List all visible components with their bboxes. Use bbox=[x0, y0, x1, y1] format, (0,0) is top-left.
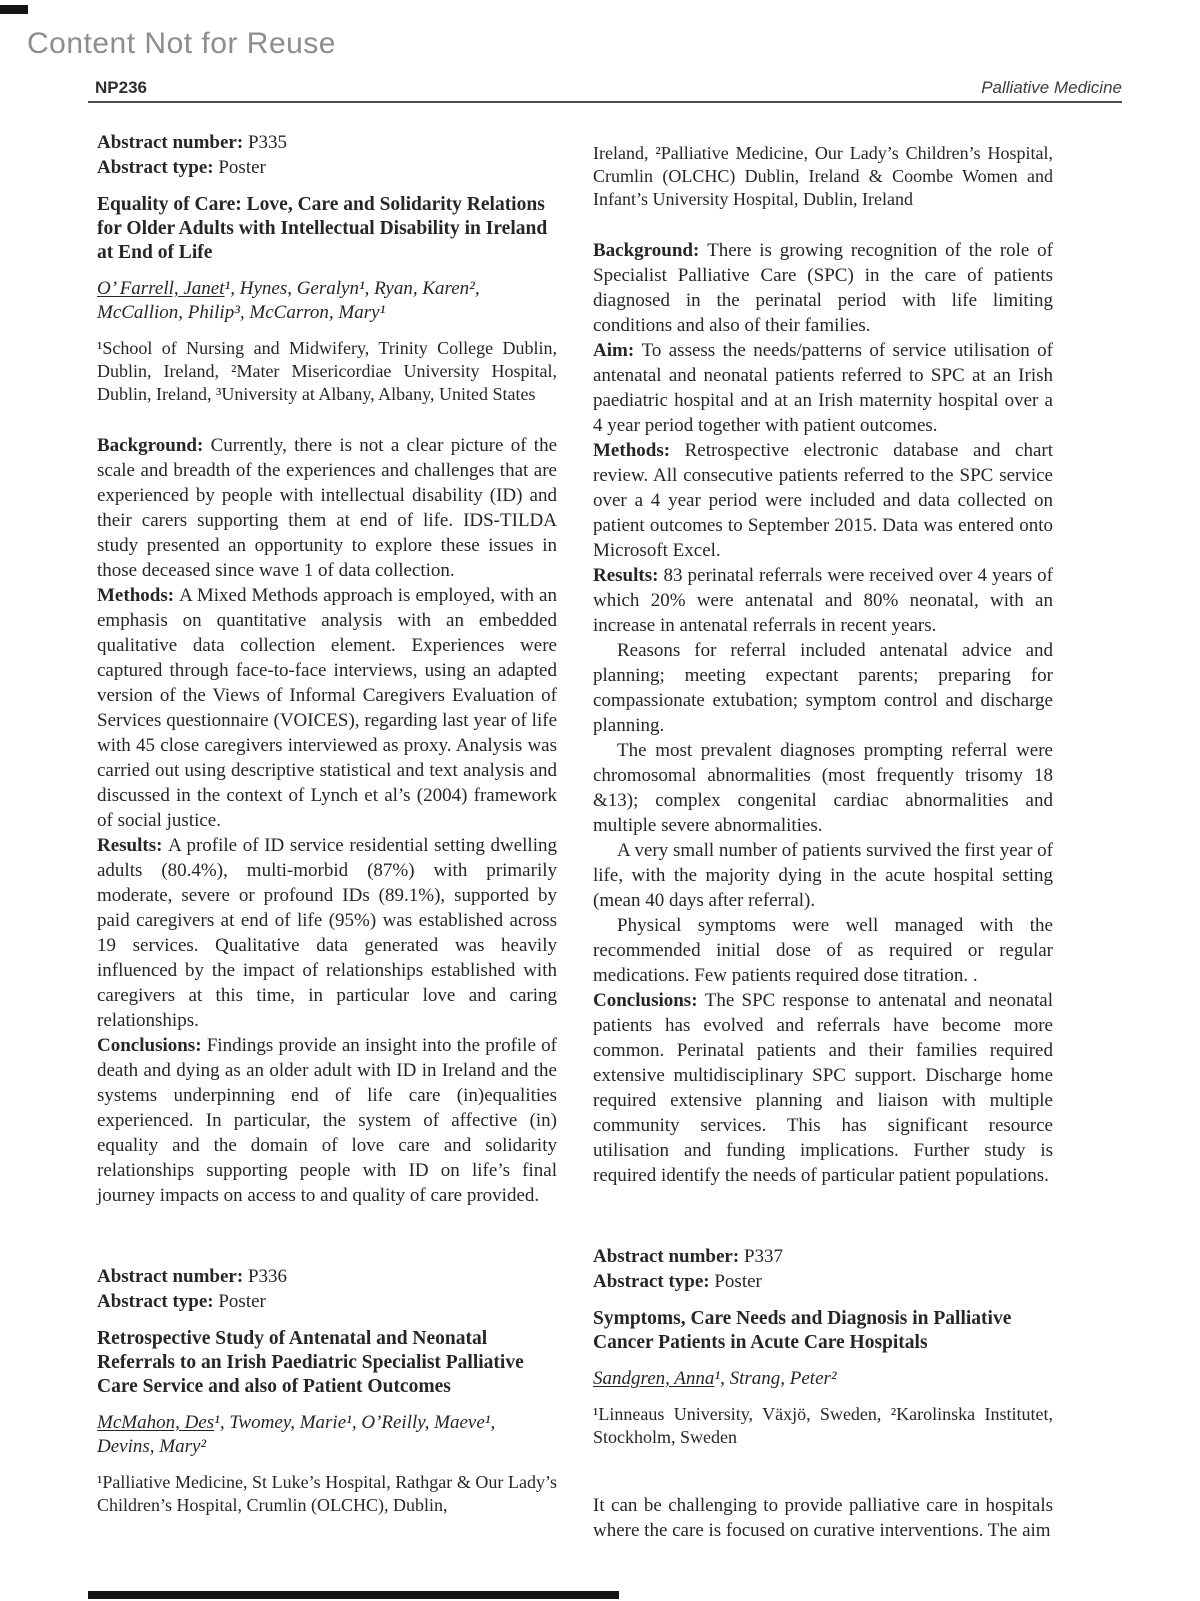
paragraph-label: Background: bbox=[593, 240, 708, 261]
meta-label: Abstract type: bbox=[97, 1291, 219, 1312]
paragraph-label: Results: bbox=[97, 835, 169, 856]
abstract-number: Abstract number: P337 bbox=[593, 1246, 784, 1267]
abstract-meta bbox=[97, 1264, 557, 1314]
watermark-text: Content Not for Reuse bbox=[27, 27, 336, 60]
paragraph: Conclusions: The SPC response to antenatal and neonatal patients has evolved and referrals have become more common. Perinatal patients and their families required extensive multidisciplinary SPC support. Discharge home required extensive planning and liaison with multiple community services. This has significant resource utilisation and funding implications. Further study is required identify the needs of particular patient populations. bbox=[593, 990, 1054, 1186]
abstract-authors: McMahon, Des¹, Twomey, Marie¹, O’Reilly, Maeve¹, Devins, Mary² bbox=[97, 1412, 496, 1457]
affiliation: Ireland, ²Palliative Medicine, Our Lady’s Children’s Hospital, Crumlin (OLCHC) Dublin, Ireland & Coombe Women and Infant’s University Hospital, Dublin, Ireland bbox=[593, 143, 1053, 209]
paragraph: It can be challenging to provide palliative care in hospitals where the care is focused on curative interventions. The aim bbox=[593, 1495, 1053, 1541]
column-right bbox=[593, 130, 1053, 1543]
paragraph-label: Methods: bbox=[97, 585, 180, 606]
author-underline: O’ Farrell, Janet bbox=[97, 278, 225, 299]
abstract-meta bbox=[97, 130, 557, 180]
abstract-number: Abstract number: P336 bbox=[97, 1266, 288, 1287]
paragraph-label: Aim: bbox=[593, 340, 642, 361]
paragraph-label: Background: bbox=[97, 435, 211, 456]
meta-label: Abstract number: bbox=[593, 1246, 744, 1267]
journal-name: Palliative Medicine bbox=[981, 78, 1122, 97]
paragraph-label: Results: bbox=[593, 565, 664, 586]
abstract-title: Symptoms, Care Needs and Diagnosis in Palliative Cancer Patients in Acute Care Hospitals bbox=[593, 1308, 1012, 1353]
affiliation: ¹School of Nursing and Midwifery, Trinity College Dublin, Dublin, Ireland, ²Mater Misericordiae University Hospital, Dublin, Ireland, ³University at Albany, Albany, United States bbox=[97, 338, 557, 404]
column-left bbox=[97, 130, 557, 1543]
paragraph: Methods: A Mixed Methods approach is employed, with an emphasis on quantitative analysis with an embedded qualitative data collection element. Experiences were captured through face-to-face interviews, using an adapted version of the Views of Informal Caregivers Evaluation of Services questionnaire (VOICES), regarding last year of life with 45 close caregivers interviewed as proxy. Analysis was carried out using descriptive statistical and text analysis and discussed in the context of Lynch et al’s (2004) framework of social justice. bbox=[97, 585, 557, 831]
author-underline: McMahon, Des bbox=[97, 1412, 215, 1433]
paragraph: Aim: To assess the needs/patterns of service utilisation of antenatal and neonatal patients referred to SPC at an Irish paediatric hospital and at an Irish maternity hospital over a 4 year period together with patient outcomes. bbox=[593, 340, 1053, 436]
page-header bbox=[88, 78, 1122, 98]
paragraph: The most prevalent diagnoses prompting referral were chromosomal abnormalities (most frequently trisomy 18 &13); complex congenital cardiac abnormalities and multiple severe abnormalities. bbox=[593, 740, 1053, 836]
abstract-authors: Sandgren, Anna¹, Strang, Peter² bbox=[593, 1368, 837, 1389]
header-rule bbox=[88, 101, 1122, 103]
abstract-title: Retrospective Study of Antenatal and Neonatal Referrals to an Irish Paediatric Specialist Palliative Care Service and also of Patient Outcomes bbox=[97, 1328, 524, 1397]
page-number: NP236 bbox=[95, 78, 147, 97]
author-underline: Sandgren, Anna bbox=[593, 1368, 715, 1389]
abstract-authors: O’ Farrell, Janet¹, Hynes, Geralyn¹, Ryan, Karen², McCallion, Philip³, McCarron, Mary¹ bbox=[97, 278, 480, 323]
scan-artifact-top bbox=[0, 5, 28, 14]
scan-artifact-bottom bbox=[88, 1591, 619, 1599]
affiliation: ¹Palliative Medicine, St Luke’s Hospital, Rathgar & Our Lady’s Children’s Hospital, Crumlin (OLCHC), Dublin, bbox=[97, 1472, 557, 1515]
abstract-number: Abstract number: P335 bbox=[97, 132, 288, 153]
abstract-type: Abstract type: Poster bbox=[593, 1271, 762, 1292]
paragraph: Results: 83 perinatal referrals were received over 4 years of which 20% were antenatal and 80% neonatal, with an increase in antenatal referrals in recent years. bbox=[593, 565, 1053, 636]
abstract-type: Abstract type: Poster bbox=[97, 157, 266, 178]
abstract-title: Equality of Care: Love, Care and Solidarity Relations for Older Adults with Intellectual Disability in Ireland at End of Life bbox=[97, 194, 548, 263]
paragraph-label: Conclusions: bbox=[593, 990, 705, 1011]
abstract-meta bbox=[593, 1244, 1053, 1294]
paragraph: Background: Currently, there is not a clear picture of the scale and breadth of the experiences and challenges that are experienced by people with intellectual disability (ID) and their carers supporting them at end of life. IDS-TILDA study presented an opportunity to explore these issues in those deceased since wave 1 of data collection. bbox=[97, 435, 558, 581]
affiliation: ¹Linneaus University, Växjö, Sweden, ²Karolinska Institutet, Stockholm, Sweden bbox=[593, 1404, 1053, 1447]
paragraph: Reasons for referral included antenatal advice and planning; meeting expectant parents; preparing for compassionate extubation; symptom control and discharge planning. bbox=[593, 640, 1053, 736]
meta-label: Abstract type: bbox=[97, 157, 219, 178]
paragraph-label: Conclusions: bbox=[97, 1035, 207, 1056]
paragraph: Methods: Retrospective electronic database and chart review. All consecutive patients referred to the SPC service over a 4 year period were included and data collected on patient outcomes to September 2015. Data was entered onto Microsoft Excel. bbox=[593, 440, 1053, 561]
abstract-type: Abstract type: Poster bbox=[97, 1291, 266, 1312]
paragraph: Background: There is growing recognition of the role of Specialist Palliative Care (SPC) in the care of patients diagnosed in the perinatal period with life limiting conditions and also of their families. bbox=[593, 240, 1054, 336]
paragraph: Results: A profile of ID service residential setting dwelling adults (80.4%), multi-morbid (87%) with primarily moderate, severe or profound IDs (89.1%), supported by paid caregivers at end of life (95%) was established across 19 services. Qualitative data generated was heavily influenced by the impact of relationships established with caregivers at this time, in particular love and caring relationships. bbox=[97, 835, 557, 1031]
meta-label: Abstract number: bbox=[97, 132, 248, 153]
paragraph: Physical symptoms were well managed with the recommended initial dose of as required or regular medications. Few patients required dose titration. . bbox=[593, 915, 1053, 986]
meta-label: Abstract number: bbox=[97, 1266, 248, 1287]
paragraph: A very small number of patients survived the first year of life, with the majority dying in the acute hospital setting (mean 40 days after referral). bbox=[593, 840, 1053, 911]
paragraph-label: Methods: bbox=[593, 440, 685, 461]
paragraph: Conclusions: Findings provide an insight into the profile of death and dying as an older adult with ID in Ireland and the systems underpinning end of life care (in)equalities experienced. In particular, the system of affective (in) equality and the domain of love care and solidarity relationships supporting people with ID on life’s final journey impacts on access to and quality of care provided. bbox=[97, 1035, 557, 1206]
meta-label: Abstract type: bbox=[593, 1271, 715, 1292]
content-columns bbox=[97, 130, 1053, 1543]
